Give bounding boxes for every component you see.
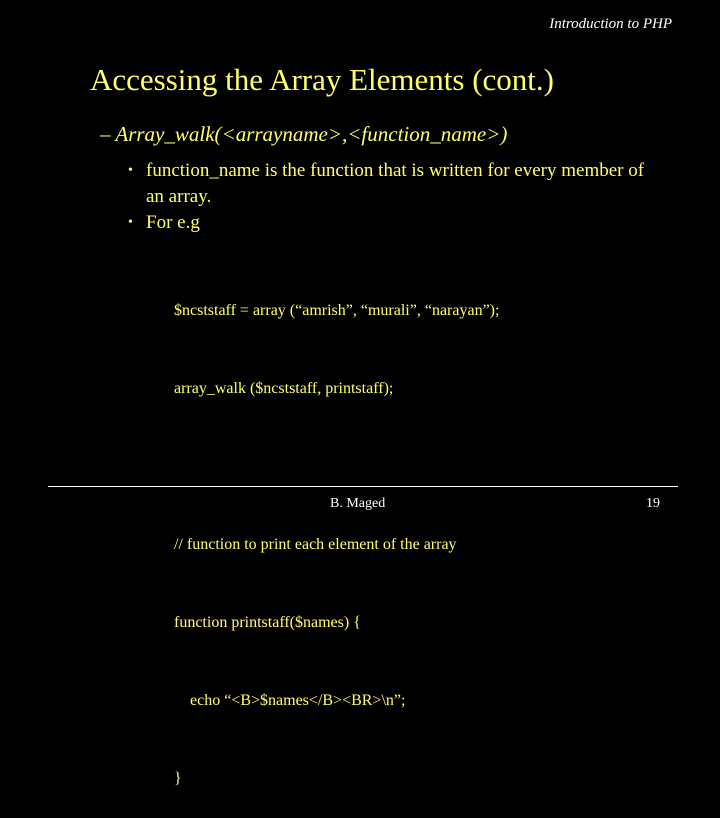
bullet-marker: •: [128, 215, 133, 230]
bullet-item: [128, 210, 648, 236]
code-line: echo “<B>$names</B><BR>\n”;: [174, 692, 406, 709]
footer-divider: [48, 486, 678, 487]
slide-subtitle: – Array_walk(<arrayname>,<function_name>): [100, 122, 508, 146]
code-line: $ncststaff = array (“amrish”, “murali”, “narayan”);: [174, 302, 500, 319]
slide-title: Accessing the Array Elements (cont.): [90, 62, 554, 97]
code-line: function printstaff($names) {: [174, 614, 361, 631]
code-block: [174, 246, 499, 818]
bullet-text: function_name is the function that is written for every member of an array.: [146, 160, 645, 207]
header-title: Introduction to PHP: [549, 16, 672, 32]
footer-author: B. Maged: [330, 496, 386, 511]
page-number: 19: [646, 496, 660, 511]
code-line: }: [174, 770, 182, 787]
code-line: [174, 454, 499, 480]
bullet-list: [128, 158, 648, 236]
bullet-text: For e.g: [146, 212, 200, 233]
bullet-marker: •: [128, 163, 133, 178]
code-line: // function to print each element of the array: [174, 536, 457, 553]
bullet-item: [128, 158, 648, 210]
code-line: array_walk ($ncststaff, printstaff);: [174, 380, 394, 397]
